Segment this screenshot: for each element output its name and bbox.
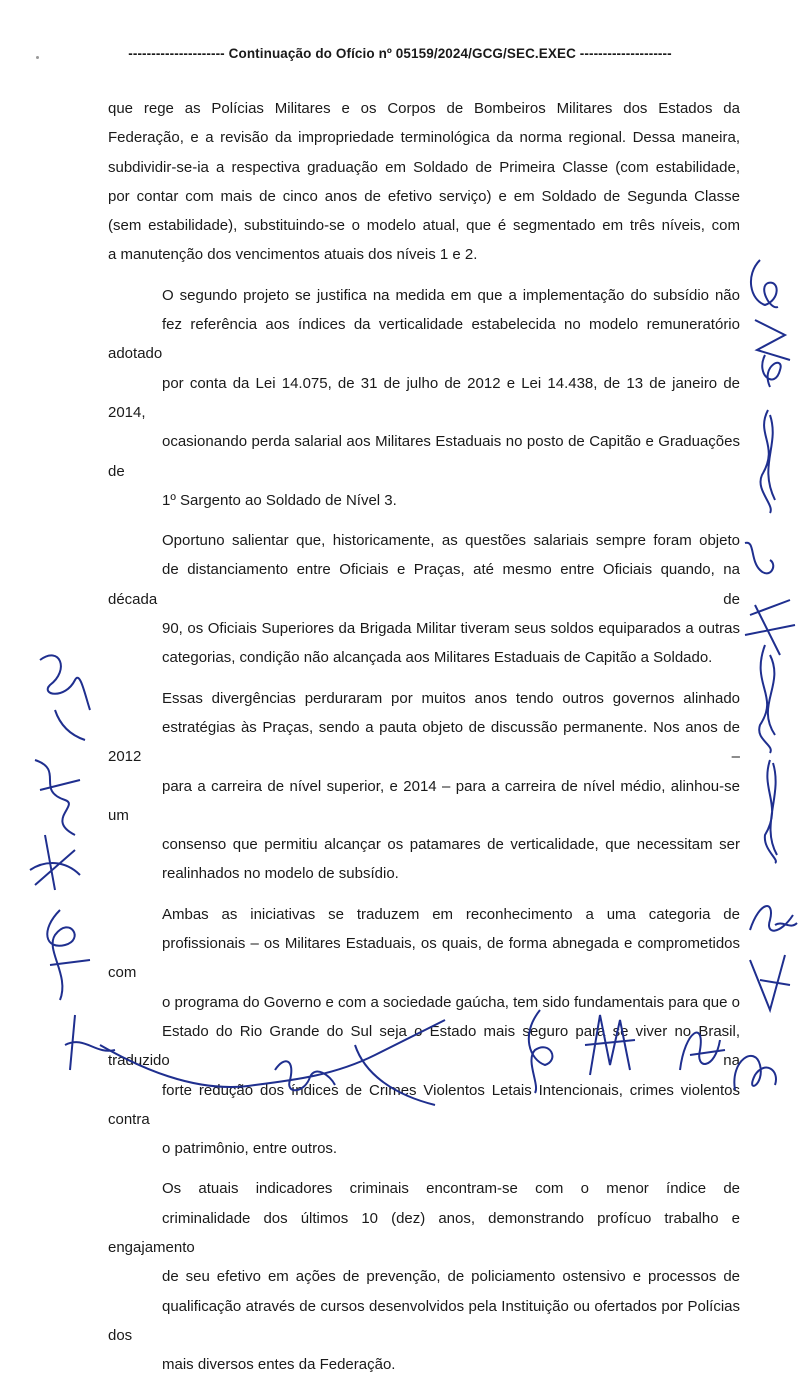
paragraph-line: consenso que permitiu alcançar os patamares de verticalidade, que necessitam ser	[162, 836, 740, 854]
paragraph-line: Os atuais indicadores criminais encontram-se com o menor índice de	[162, 1180, 740, 1198]
scribble-signature-right	[740, 595, 800, 755]
paragraph-line: por contar com mais de cinco anos de efetivo serviço) e em Soldado de Segunda Classe	[108, 187, 740, 205]
body-paragraph	[108, 1174, 740, 1379]
body-paragraph	[108, 526, 740, 672]
body-paragraph	[108, 281, 740, 515]
initials-signature-left-1	[30, 640, 100, 750]
paragraph-line: de seu efetivo em ações de prevenção, de policiamento ostensivo e processos de	[162, 1268, 740, 1286]
paragraph-line: Ambas as iniciativas se traduzem em reconhecimento a uma categoria de	[162, 905, 740, 923]
paragraph-line: o programa do Governo e com a sociedade gaúcha, tem sido fundamentais para que o	[162, 993, 740, 1011]
paragraph-line: Essas divergências perduraram por muitos anos tendo outros governos alinhado	[162, 689, 740, 707]
paragraph-line: realinhados no modelo de subsídio.	[162, 865, 399, 883]
paragraph-line: a manutenção dos vencimentos atuais dos níveis 1 e 2.	[108, 246, 478, 264]
initials-signature-left-3	[30, 905, 100, 1005]
paragraph-line: forte redução dos índices de Crimes Violentos Letais Intencionais, crimes violentos contra	[108, 1081, 740, 1128]
paragraph-line: por conta da Lei 14.075, de 31 de julho de 2012 e Lei 14.438, de 13 de janeiro de 2014,	[108, 374, 740, 421]
paragraph-line: de distanciamento entre Oficiais e Praças, até mesmo entre Oficiais quando, na década de	[108, 561, 740, 608]
document-body	[108, 94, 740, 1390]
paragraph-line: Oportuno salientar que, historicamente, as questões salariais sempre foram objeto	[162, 532, 740, 550]
paragraph-line: para a carreira de nível superior, e 2014 – para a carreira de nível médio, alinhou-se um	[108, 777, 740, 824]
continuation-header: --------------------- Continuação do Ofício nº 05159/2024/GCG/SEC.EXEC --------------------	[128, 46, 672, 61]
paragraph-line: 90, os Oficiais Superiores da Brigada Militar tiveram seus soldos equiparados a outras	[162, 620, 740, 638]
paragraph-line: estratégias às Praças, sendo a pauta objeto de discussão permanente. Nos anos de 2012 –	[108, 718, 740, 766]
paragraph-line: Federação, e a revisão da impropriedade terminológica da norma regional. Dessa maneira,	[108, 129, 740, 147]
body-paragraph	[108, 900, 740, 1164]
paragraph-line: fez referência aos índices da verticalidade estabelecida no modelo remuneratório adotado	[108, 316, 740, 363]
long-signature-right-1	[750, 405, 790, 515]
paragraph-line: categorias, condição não alcançada aos Militares Estaduais de Capitão a Soldado.	[162, 649, 713, 667]
initials-signature-right-3	[740, 535, 785, 585]
paragraph-line: criminalidade dos últimos 10 (dez) anos, demonstrando profícuo trabalho e engajamento	[108, 1209, 740, 1256]
paragraph-line: O segundo projeto se justifica na medida em que a implementação do subsídio não	[162, 286, 740, 304]
paragraph-line: mais diversos entes da Federação.	[162, 1356, 396, 1374]
paragraph-line: subdividir-se-ia a respectiva graduação em Soldado de Primeira Classe (com estabilidade,	[108, 158, 740, 176]
initials-signature-right-4	[745, 895, 800, 940]
initials-signature-right-2	[745, 315, 800, 395]
paragraph-line: Estado do Rio Grande do Sul seja o Estado mais seguro para se viver no Brasil, traduzido na	[108, 1022, 740, 1070]
long-signature-right-2	[755, 755, 790, 865]
paragraph-line: (sem estabilidade), substituindo-se o modelo atual, que é segmentado em três níveis, com	[108, 217, 740, 235]
paragraph-line: profissionais – os Militares Estaduais, os quais, de forma abnegada e comprometidos com	[108, 935, 740, 982]
paragraph-line: ocasionando perda salarial aos Militares Estaduais no posto de Capitão e Graduações de	[108, 433, 740, 480]
initials-signature-right-5	[745, 950, 795, 1020]
initials-signature-right-1	[740, 255, 790, 315]
paragraph-line: que rege as Polícias Militares e os Corpos de Bombeiros Militares dos Estados da	[108, 100, 740, 117]
paragraph-line: 1º Sargento ao Soldado de Nível 3.	[162, 491, 397, 509]
paragraph-line: qualificação através de cursos desenvolvidos pela Instituição ou ofertados por Polícias dos	[108, 1297, 740, 1344]
initials-signature-left-2	[25, 830, 85, 900]
body-paragraph	[108, 684, 740, 889]
paragraph-line: o patrimônio, entre outros.	[162, 1140, 338, 1158]
scribble-signature-left	[25, 750, 85, 840]
body-paragraph	[108, 94, 740, 270]
